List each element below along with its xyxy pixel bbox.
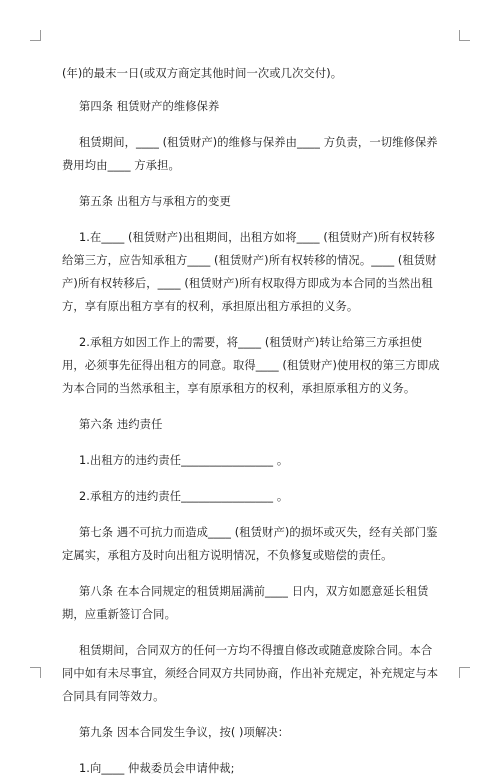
document-body [62, 62, 442, 780]
paragraph-maintenance: 租赁期间，____ (租赁财产)的维修与保养由____ 方负责，一切维修保养费用均由____ 方承担。 [62, 136, 438, 172]
heading-article-5: 第五条 出租方与承租方的变更 [79, 195, 231, 208]
paragraph-lessee-liability: 2.承租方的违约责任________________ 。 [79, 490, 289, 503]
crop-mark-bottom-left [30, 667, 41, 678]
crop-mark-top-left [30, 30, 41, 41]
heading-article-6: 第六条 违约责任 [79, 418, 163, 431]
paragraph-lessee-change: 2.承租方如因工作上的需要，将____ (租赁财产)转让给第三方承担使用，必须事先征得出租方的同意。取得____ (租赁财产)使用权的第三方即成为本合同的当然承租主，享有原承租方的权利，承担原承租方的义务。 [62, 336, 440, 395]
paragraph-article-7: 第七条 遇不可抗力而造成____ (租赁财产)的损坏或灭失，经有关部门鉴定属实，承租方及时向出租方说明情况，不负修复或赔偿的责任。 [62, 526, 438, 562]
heading-article-9: 第九条 因本合同发生争议，按( )项解决： [79, 726, 290, 739]
paragraph-article-8: 第八条 在本合同规定的租赁期届满前____ 日内，双方如愿意延长租赁期，应重新签订合同。 [62, 585, 429, 621]
paragraph-contract-modification: 租赁期间，合同双方的任何一方均不得擅自修改或随意废除合同。本合同中如有未尽事宜，须经合同双方共同协商，作出补充规定，补充规定与本合同具有同等效力。 [62, 644, 439, 703]
crop-mark-bottom-right [459, 667, 470, 678]
heading-article-4: 第四条 租赁财产的维修保养 [79, 100, 220, 113]
paragraph-lessor-liability: 1.出租方的违约责任________________ 。 [79, 454, 289, 467]
paragraph-delivery-time: (年)的最末一日(或双方商定其他时间一次或几次交付)。 [62, 67, 343, 80]
paragraph-arbitration: 1.向____ 仲裁委员会申请仲裁; [79, 762, 235, 775]
paragraph-lessor-change: 1.在____ (租赁财产)出租期间，出租方如将____ (租赁财产)所有权转移给第三方，应告知承租方____ (租赁财产)所有权转移的情况。____ (租赁财产)所有权转移后，____ (租赁财产)所有权取得方即成为本合同的当然出租方，享有原出租方享有的权利，承担原出租方承担的义务。 [62, 231, 437, 313]
crop-mark-top-right [459, 30, 470, 41]
